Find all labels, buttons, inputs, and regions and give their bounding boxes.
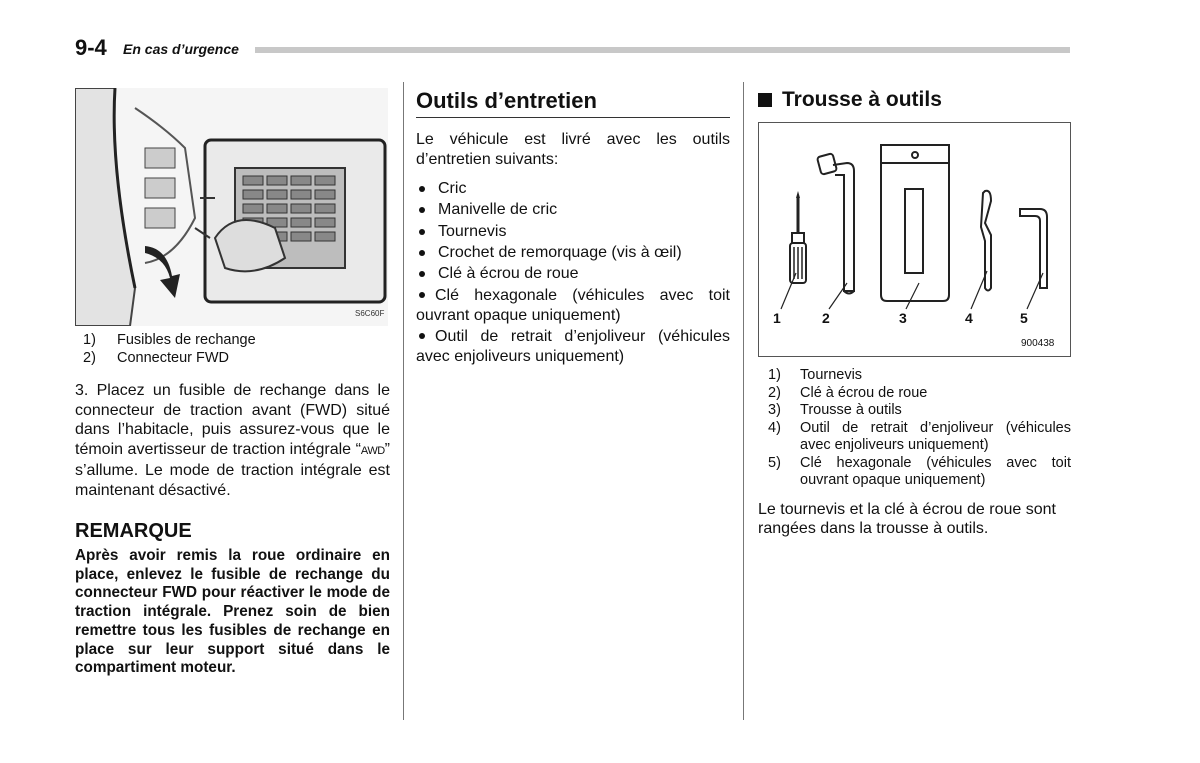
caption-item: 1) Tournevis [768, 367, 863, 383]
caption-item: 1) Fusibles de rechange [83, 332, 256, 348]
storage-paragraph: Le tournevis et la clé à écrou de roue sont rangées dans la trousse à outils. [758, 500, 1056, 537]
list-item: Tournevis [416, 221, 730, 242]
caption-item: 3) Trousse à outils [768, 402, 902, 418]
figure-code: 900438 [1021, 338, 1055, 349]
list-item: Crochet de remorquage (vis à œil) [416, 242, 730, 263]
caption-item: 4) Outil de retrait d’enjoliveur (véhicules avec enjoliveurs uniquement) [768, 419, 1071, 453]
left-column [75, 88, 390, 678]
fuse-box-photo [75, 88, 388, 326]
figure-label-4: 4 [965, 310, 973, 326]
square-bullet-icon [758, 93, 772, 107]
trim-remover-drawing [981, 191, 991, 291]
figure-captions [75, 332, 390, 367]
tool-list [416, 178, 730, 366]
list-item: Outil de retrait d’enjoliveur (véhicules avec enjoliveurs uniquement) [416, 328, 730, 365]
lug-wrench-drawing [817, 153, 854, 293]
right-column [758, 88, 1071, 539]
figure-label-3: 3 [899, 310, 907, 326]
heading-rule [416, 117, 730, 118]
caption-item: 2) Clé à écrou de roue [768, 384, 928, 401]
header-rule [255, 47, 1070, 53]
toolkit-figure [758, 122, 1071, 357]
toolkit-illustration [759, 123, 1070, 356]
screwdriver-drawing [790, 191, 806, 283]
column-divider-1 [403, 82, 404, 720]
hex-key-drawing [1020, 209, 1047, 288]
list-item: Cric [416, 178, 730, 199]
fuse-box-illustration [75, 88, 388, 326]
figure-label-5: 5 [1020, 310, 1028, 326]
section-title: En cas d’urgence [123, 41, 239, 57]
step-3-paragraph: 3. Placez un fusible de rechange dans le connecteur de traction avant (FWD) situé dans l’habitacle, puis assurez-vous que le témoin avertisseur de traction intégrale “AWD” s’allume. Le mode de traction intégrale est maintenant désactivé. [75, 382, 390, 499]
list-item: Clé à écrou de roue [416, 263, 730, 284]
intro-paragraph: Le véhicule est livré avec les outils d’entretien suivants: [416, 131, 730, 168]
column-divider-2 [743, 82, 744, 720]
caption-item: 5) Clé hexagonale (véhicules avec toit ouvrant opaque uniquement) [768, 454, 1071, 488]
subsection-heading: Trousse à outils [758, 88, 1071, 112]
list-item: Manivelle de cric [416, 199, 730, 220]
figure-label-1: 1 [773, 310, 781, 326]
middle-column [416, 88, 730, 366]
note-heading: REMARQUE [75, 520, 192, 542]
section-heading: Outils d’entretien [416, 88, 597, 113]
caption-item: 2) Connecteur FWD [83, 349, 230, 366]
awd-symbol: AWD [360, 444, 385, 457]
figure-captions [758, 367, 1071, 490]
tool-bag-drawing [881, 145, 949, 301]
svg-text:S6C60F: S6C60F [355, 309, 385, 318]
note-body: Après avoir remis la roue ordinaire en place, enlevez le fusible de rechange du connecteur FWD pour réactiver le mode de traction intégrale. Prenez soin de bien remettre tous les fusibles de rechange en place sur leur support situé dans le compartiment moteur. [75, 547, 390, 677]
page-number: 9-4 [75, 35, 107, 60]
list-item: Clé hexagonale (véhicules avec toit ouvrant opaque uniquement) [416, 287, 730, 324]
figure-label-2: 2 [822, 310, 830, 326]
